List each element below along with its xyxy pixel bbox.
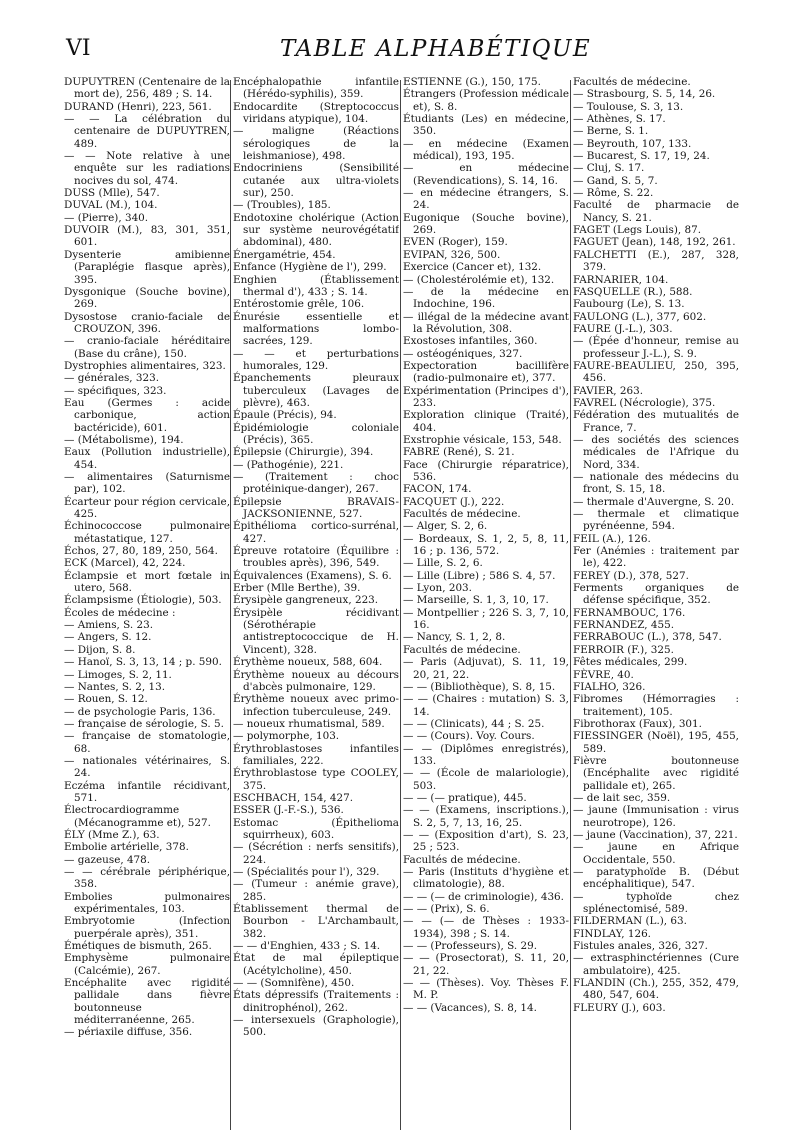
- index-entry: Facultés de médecine.: [573, 76, 691, 88]
- index-entry: Épilepsie BRAVAIS-JACKSONIENNE, 527.: [233, 495, 399, 521]
- index-column-2: [233, 76, 399, 1136]
- index-entry: Encéphalopathie infantile (Hérédo-syphilis), 359.: [233, 76, 399, 101]
- index-entry: FÈVRE, 40.: [573, 668, 634, 681]
- index-entry: — maligne (Réactions sérologiques de la leishmaniose), 498.: [233, 125, 399, 163]
- index-column-3: [403, 76, 569, 1136]
- index-entry: — Lyon, 203.: [403, 582, 472, 595]
- index-entry: — (Cholestérolémie et), 132.: [403, 273, 555, 286]
- index-entry: — Lille, S. 2, 6.: [403, 557, 483, 570]
- index-entry: — Berne, S. 1.: [573, 125, 649, 138]
- index-entry: — — (Bibliothèque), S. 8, 15.: [403, 680, 556, 693]
- index-entry: DURAND (Henri), 223, 561.: [64, 100, 212, 113]
- index-entry: États dépressifs (Traitements : dinitrophénol), 262.: [233, 989, 399, 1014]
- index-entry: FAVREL (Nécrologie), 375.: [573, 396, 716, 409]
- index-entry: FARNARIER, 104.: [573, 273, 669, 286]
- index-entry: Encéphalite avec rigidité pallidale dans fièvre boutonneuse méditerranéenne, 265.: [64, 977, 230, 1027]
- index-entry: Émétiques de bismuth, 265.: [64, 940, 212, 953]
- index-entry: Exploration clinique (Traité), 404.: [403, 409, 569, 434]
- index-entry: — Alger, S. 2, 6.: [403, 520, 488, 533]
- index-entry: — cranio-faciale héréditaire (Base du crâne), 150.: [64, 335, 230, 360]
- index-entry: DUSS (Mlle), 547.: [64, 187, 160, 200]
- index-entry: Facultés de médecine.: [403, 643, 521, 656]
- index-entry: Fibromes (Hémorragies : traitement), 105.: [573, 693, 739, 718]
- index-entry: — thermale d'Auvergne, S. 20.: [573, 495, 735, 508]
- index-entry: Expérimentation (Principes d'), 233.: [403, 384, 569, 409]
- index-columns: [60, 76, 760, 1136]
- index-entry: — jaune (Vaccination), 37, 221.: [573, 828, 738, 841]
- index-entry: — — (Clinicats), 44 ; S. 25.: [403, 717, 545, 730]
- index-entry: DUVAL (M.), 104.: [64, 199, 158, 212]
- index-entry: Eugonique (Souche bovine), 269.: [403, 211, 569, 237]
- index-entry: — de psychologie Paris, 136.: [64, 705, 216, 718]
- index-entry: FASQUELLE (R.), 588.: [573, 285, 693, 298]
- index-entry: — française de stomatologie, 68.: [64, 730, 230, 755]
- index-column-1: [64, 76, 230, 1136]
- index-entry: — générales, 323.: [64, 372, 160, 385]
- index-entry: — ostéogéniques, 327.: [403, 347, 523, 360]
- index-entry: — (Métabolisme), 194.: [64, 433, 184, 446]
- index-entry: Électrocardiogramme (Mécanogramme et), 527.: [64, 804, 211, 829]
- index-entry: ÉLY (Mme Z.), 63.: [64, 828, 160, 841]
- index-entry: FACON, 174.: [403, 483, 472, 496]
- index-entry: — typhoïde chez splénectomisé, 589.: [573, 890, 739, 916]
- page-title: TABLE ALPHABÉTIQUE: [280, 36, 592, 62]
- index-entry: — en médecine (Revendications), S. 14, 16.: [403, 162, 569, 187]
- index-entry: Enghien (Établissement thermal d'), 433 ; S. 14.: [233, 273, 399, 298]
- index-entry: — — (Diplômes enregistrés), 133.: [403, 742, 569, 767]
- index-entry: FACQUET (J.), 222.: [403, 495, 505, 508]
- index-entry: — (Traitement : choc protéinique-danger), 267.: [233, 471, 399, 496]
- index-entry: — Nancy, S. 1, 2, 8.: [403, 631, 506, 644]
- index-entry: Érythroblastose type COOLEY, 375.: [233, 767, 399, 792]
- index-entry: Échinococcose pulmonaire métastatique, 127.: [64, 520, 230, 545]
- index-entry: Épilepsie (Chirurgie), 394.: [233, 446, 374, 459]
- index-entry: Erber (Mlle Berthe), 39.: [233, 582, 361, 595]
- index-entry: État de mal épileptique (Acétylcholine), 450.: [233, 952, 399, 977]
- index-entry: — Hanoï, S. 3, 13, 14 ; p. 590.: [64, 656, 222, 669]
- index-entry: FLEURY (J.), 603.: [573, 1001, 666, 1014]
- index-entry: — (Pierre), 340.: [64, 211, 149, 224]
- index-entry: Écoles de médecine :: [64, 606, 176, 619]
- index-entry: — — (Exposition d'art), S. 23, 25 ; 523.: [403, 828, 569, 854]
- page-header: [60, 36, 760, 66]
- index-entry: — Rouen, S. 12.: [64, 693, 148, 706]
- index-entry: FAGUET (Jean), 148, 192, 261.: [573, 236, 736, 249]
- index-entry: — gazeuse, 478.: [64, 853, 151, 866]
- index-entry: Dysgonique (Souche bovine), 269.: [64, 285, 230, 311]
- index-entry: Embolies pulmonaires expérimentales, 103.: [64, 890, 230, 916]
- index-entry: Écarteur pour région cervicale, 425.: [64, 495, 230, 521]
- index-entry: Eaux (Pollution industrielle), 454.: [64, 446, 230, 471]
- index-entry: — Nantes, S. 2, 13.: [64, 680, 166, 693]
- index-entry: — Gand, S. 5, 7.: [573, 174, 658, 187]
- column-rule: [230, 80, 231, 1130]
- index-entry: FEIL (A.), 126.: [573, 532, 651, 545]
- index-entry: Épithélioma cortico-surrénal, 427.: [233, 520, 399, 545]
- index-entry: Étudiants (Les) en médecine, 350.: [403, 113, 569, 138]
- index-entry: — spécifiques, 323.: [64, 384, 167, 397]
- index-entry: — — (— pratique), 445.: [403, 791, 527, 804]
- index-entry: Emphysème pulmonaire (Calcémie), 267.: [64, 952, 230, 977]
- index-entry: — polymorphe, 103.: [233, 730, 340, 743]
- page-number: VI: [66, 36, 91, 61]
- index-entry: — (Troubles), 185.: [233, 199, 331, 212]
- index-entry: — (Épée d'honneur, remise au professeur J.-L.), S. 9.: [573, 335, 739, 360]
- index-entry: Énurésie essentielle et malformations lombo-sacrées, 129.: [233, 310, 399, 348]
- index-entry: ESSER (J.-F.-S.), 536.: [233, 804, 344, 817]
- index-entry: Facultés de médecine.: [403, 853, 521, 866]
- index-entry: DUPUYTREN (Centenaire de la mort de), 256, 489 ; S. 14.: [64, 76, 230, 101]
- index-entry: FALCHETTI (E.), 287, 328, 379.: [573, 248, 739, 274]
- index-entry: — Paris (Adjuvat), S. 11, 19, 20, 21, 22.: [403, 656, 569, 681]
- index-entry: — — cérébrale périphérique, 358.: [64, 866, 230, 891]
- index-entry: — — (École de malariologie), 503.: [403, 767, 569, 792]
- index-entry: — Rôme, S. 22.: [573, 187, 654, 200]
- index-entry: Expectoration bacillifère (radio-pulmonaire et), 377.: [403, 359, 569, 385]
- index-entry: — — (Professeurs), S. 29.: [403, 940, 537, 953]
- column-rule: [400, 80, 401, 1130]
- index-entry: Eau (Germes : acide carbonique, action bactéricide), 601.: [64, 396, 230, 434]
- index-entry: ECK (Marcel), 42, 224.: [64, 557, 186, 570]
- index-entry: Fêtes médicales, 299.: [573, 656, 688, 669]
- index-entry: Ferments organiques de défense spécifique, 352.: [573, 582, 739, 607]
- index-entry: Échos, 27, 80, 189, 250, 564.: [64, 545, 218, 558]
- index-entry: — Toulouse, S. 3, 13.: [573, 100, 684, 113]
- index-entry: Dystrophies alimentaires, 323.: [64, 359, 226, 372]
- index-entry: — en médecine étrangers, S. 24.: [403, 187, 569, 212]
- index-entry: — nationales vétérinaires, S. 24.: [64, 754, 230, 780]
- index-entry: ESCHBACH, 154, 427.: [233, 791, 354, 804]
- index-entry: Dysostose cranio-faciale de CROUZON, 396.: [64, 310, 230, 335]
- index-entry: Équivalences (Examens), S. 6.: [233, 569, 392, 582]
- index-entry: Fibrothorax (Faux), 301.: [573, 717, 702, 730]
- index-entry: Fédération des mutualités de France, 7.: [573, 409, 739, 434]
- index-entry: Dysenterie amibienne (Paraplégie flasque après), 395.: [64, 248, 230, 286]
- index-entry: — en médecine (Examen médical), 193, 195.: [403, 137, 569, 163]
- index-entry: — Beyrouth, 107, 133.: [573, 137, 692, 150]
- index-entry: — Marseille, S. 1, 3, 10, 17.: [403, 594, 549, 607]
- index-entry: — Paris (Instituts d'hygiène et climatologie), 88.: [403, 866, 569, 891]
- index-entry: Érysipèle gangreneux, 223.: [233, 594, 379, 607]
- index-entry: — de la médecine en Indochine, 196.: [403, 285, 569, 311]
- index-entry: Épanchements pleuraux tuberculeux (Lavages de plèvre), 463.: [233, 372, 399, 409]
- index-entry: Érysipèle récidivant (Sérothérapie antistreptococcique de H. Vincent), 328.: [233, 606, 399, 656]
- index-entry: — — d'Enghien, 433 ; S. 14.: [233, 940, 381, 953]
- index-entry: FIALHO, 326.: [573, 680, 646, 693]
- index-entry: FABRE (René), S. 21.: [403, 446, 515, 459]
- index-entry: — Angers, S. 12.: [64, 631, 152, 644]
- index-entry: Endocardite (Streptococcus viridans atypique), 104.: [233, 100, 399, 126]
- index-entry: Épaule (Précis), 94.: [233, 409, 337, 422]
- index-entry: — — et perturbations humorales, 129.: [233, 347, 399, 372]
- index-entry: — — (Somnifène), 450.: [233, 977, 355, 990]
- index-entry: — (Sécrétion : nerfs sensitifs), 224.: [233, 841, 399, 866]
- index-entry: — — (Cours). Voy. Cours.: [403, 730, 535, 743]
- index-entry: Énergamétrie, 454.: [233, 248, 336, 261]
- index-entry: — — (Prix), S. 6.: [403, 903, 490, 916]
- index-entry: FERNANDEZ, 455.: [573, 619, 674, 632]
- index-entry: FILDERMAN (L.), 63.: [573, 915, 687, 928]
- index-entry: — Bucarest, S. 17, 19, 24.: [573, 150, 710, 163]
- index-entry: FINDLAY, 126.: [573, 927, 651, 940]
- index-entry: — de lait sec, 359.: [573, 791, 671, 804]
- index-entry: FAULONG (L.), 377, 602.: [573, 310, 707, 323]
- index-entry: — — La célébration du centenaire de DUPUYTREN, 489.: [64, 113, 230, 150]
- index-entry: — jaune (Immunisation : virus neurotrope), 126.: [573, 804, 739, 829]
- index-entry: Érythème noueux avec primo-infection tuberculeuse, 249.: [233, 693, 399, 718]
- index-entry: — Strasbourg, S. 5, 14, 26.: [573, 88, 716, 101]
- index-entry: FAGET (Legs Louis), 87.: [573, 224, 702, 237]
- index-entry: Établissement thermal de Bourbon - L'Archambault, 382.: [233, 903, 399, 940]
- index-entry: — nationale des médecins du front, S. 15, 18.: [573, 471, 739, 496]
- index-entry: ESTIENNE (G.), 150, 175.: [403, 76, 541, 88]
- index-entry: Enfance (Hygiène de l'), 299.: [233, 261, 387, 274]
- index-entry: — alimentaires (Saturnisme par), 102.: [64, 471, 230, 496]
- index-entry: Épreuve rotatoire (Équilibre : troubles après), 396, 549.: [233, 545, 399, 570]
- index-entry: — noueux rhumatismal, 589.: [233, 717, 385, 730]
- index-entry: Exercice (Cancer et), 132.: [403, 261, 542, 274]
- index-entry: — Cluj, S. 17.: [573, 162, 645, 175]
- index-entry: Exostoses infantiles, 360.: [403, 335, 538, 348]
- index-entry: FIESSINGER (Noël), 195, 455, 589.: [573, 730, 739, 755]
- index-entry: Face (Chirurgie réparatrice), 536.: [403, 458, 569, 483]
- index-entry: Entérostomie grêle, 106.: [233, 298, 365, 311]
- index-entry: — — (— de criminologie), 436.: [403, 890, 564, 903]
- index-entry: Étrangers (Profession médicale et), S. 8.: [403, 88, 569, 113]
- index-entry: Fer (Anémies : traitement par le), 422.: [573, 545, 739, 570]
- index-entry: — extrasphinctériennes (Cure ambulatoire), 425.: [573, 952, 739, 977]
- index-entry: Facultés de médecine.: [403, 508, 521, 521]
- index-entry: Eczéma infantile récidivant, 571.: [64, 779, 230, 804]
- index-entry: Estomac (Épithelioma squirrheux), 603.: [233, 816, 399, 841]
- index-entry: — Athènes, S. 17.: [573, 113, 666, 126]
- index-entry: Faubourg (Le), S. 13.: [573, 298, 685, 311]
- index-entry: Épidémiologie coloniale (Précis), 365.: [233, 421, 399, 446]
- index-entry: — — (Vacances), S. 8, 14.: [403, 1001, 537, 1014]
- index-entry: FERRABOUC (L.), 378, 547.: [573, 631, 722, 644]
- index-entry: FERNAMBOUC, 176.: [573, 606, 686, 619]
- index-entry: — intersexuels (Graphologie), 500.: [233, 1014, 399, 1039]
- index-entry: — thermale et climatique pyrénéenne, 594.: [573, 508, 739, 533]
- index-entry: FEREY (D.), 378, 527.: [573, 569, 689, 582]
- index-entry: — Dijon, S. 8.: [64, 643, 136, 656]
- column-rule: [570, 80, 571, 1130]
- index-entry: FLANDIN (Ch.), 255, 352, 479, 480, 547, 604.: [573, 977, 739, 1002]
- index-entry: — Limoges, S. 2, 11.: [64, 668, 172, 681]
- index-entry: Endocriniens (Sensibilité cutanée aux ultra-violets sur), 250.: [233, 162, 399, 200]
- index-entry: — — (Prosectorat), S. 11, 20, 21, 22.: [403, 952, 569, 977]
- index-entry: FAURE (J.-L.), 303.: [573, 322, 673, 335]
- index-entry: — Lille (Libre) ; 586 S. 4, 57.: [403, 569, 556, 582]
- index-entry: FAVIER, 263.: [573, 384, 644, 397]
- index-entry: — — (Chaires : mutation) S. 3, 14.: [403, 693, 569, 718]
- index-entry: FAURE-BEAULIEU, 250, 395, 456.: [573, 359, 739, 385]
- index-entry: — française de sérologie, S. 5.: [64, 717, 224, 730]
- index-entry: Éclampsisme (Étiologie), 503.: [64, 594, 222, 607]
- index-entry: Fièvre boutonneuse (Encéphalite avec rigidité pallidale et), 265.: [573, 754, 739, 792]
- index-entry: — (Tumeur : anémie grave), 285.: [233, 878, 399, 903]
- index-entry: — — Note relative à une enquête sur les radiations nocives du sol, 474.: [64, 150, 230, 187]
- index-entry: — Bordeaux, S. 1, 2, 5, 8, 11, 16 ; p. 136, 572.: [403, 532, 569, 558]
- index-entry: — illégal de la médecine avant la Révolution, 308.: [403, 310, 569, 335]
- index-entry: Érythroblastoses infantiles familiales, 222.: [233, 742, 399, 767]
- index-entry: — paratyphoïde B. (Début encéphalitique), 547.: [573, 866, 739, 891]
- index-entry: — périaxile diffuse, 356.: [64, 1026, 193, 1039]
- index-entry: Embryotomie (Infection puerpérale après), 351.: [64, 915, 230, 940]
- index-entry: — des sociétés des sciences médicales de l'Afrique du Nord, 334.: [573, 433, 739, 471]
- index-entry: — jaune en Afrique Occidentale, 550.: [573, 841, 739, 866]
- index-entry: Éclampsie et mort fœtale in utero, 568.: [64, 569, 230, 595]
- index-entry: Endotoxine cholérique (Action sur système neurovégétatif abdominal), 480.: [233, 211, 399, 249]
- index-entry: Faculté de pharmacie de Nancy, S. 21.: [573, 199, 739, 224]
- index-entry: Embolie artérielle, 378.: [64, 841, 189, 854]
- index-entry: — (Spécialités pour l'), 329.: [233, 866, 380, 878]
- index-entry: Exstrophie vésicale, 153, 548.: [403, 433, 562, 446]
- index-entry: — Montpellier ; 226 S. 3, 7, 10, 16.: [403, 606, 569, 632]
- index-entry: DUVOIR (M.), 83, 301, 351, 601.: [64, 224, 230, 249]
- index-entry: EVEN (Roger), 159.: [403, 236, 508, 249]
- index-entry: Érythème noueux au décours d'abcès pulmonaire, 129.: [233, 668, 399, 693]
- index-entry: — — (Examens, inscriptions.), S. 2, 5, 7, 13, 16, 25.: [403, 804, 569, 829]
- index-entry: — Amiens, S. 23.: [64, 619, 154, 632]
- index-entry: Érythème noueux, 588, 604.: [233, 656, 383, 669]
- index-column-4: [573, 76, 739, 1136]
- index-entry: — — (Thèses). Voy. Thèses F. M. P.: [403, 977, 569, 1002]
- index-entry: Fistules anales, 326, 327.: [573, 940, 708, 953]
- index-entry: FERROIR (F.), 325.: [573, 643, 674, 656]
- index-entry: EVIPAN, 326, 500.: [403, 248, 501, 261]
- index-entry: — — (— de Thèses : 1933-1934), 398 ; S. 14.: [403, 915, 569, 940]
- index-entry: — (Pathogénie), 221.: [233, 458, 344, 471]
